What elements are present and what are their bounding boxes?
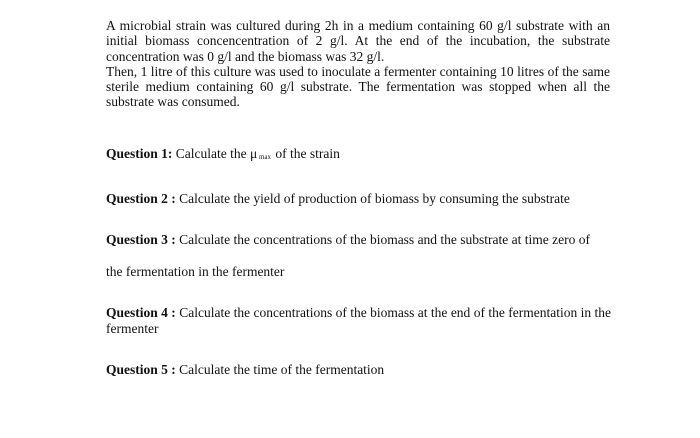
question-3-continuation: the fermentation in the fermenter	[106, 264, 285, 279]
mu-symbol: μ	[249, 146, 258, 161]
problem-statement	[106, 18, 610, 110]
question-4-text: Calculate the concentrations of the biomass at the end of the fermentation in the fermenter	[106, 305, 612, 336]
question-2	[106, 191, 611, 207]
question-5-label: Question 5 :	[106, 362, 176, 377]
question-3-text: Calculate the concentrations of the biomass and the substrate at time zero of	[179, 232, 591, 247]
question-1-text-before: Calculate the	[175, 146, 247, 161]
question-1-text-after: of the strain	[275, 146, 340, 161]
question-3	[106, 232, 611, 248]
question-5-text: Calculate the time of the fermentation	[179, 362, 385, 377]
question-5	[106, 362, 611, 378]
intro-paragraph-2: Then, 1 litre of this culture was used to inoculate a fermenter containing 10 litres of the same sterile medium containing 60 g/l substrate. The fermentation was stopped when all the substrate was consumed.	[106, 63, 610, 110]
question-1	[106, 146, 611, 162]
intro-paragraph-1: A microbial strain was cultured during 2h in a medium containing 60 g/l substrate with an initial biomass concencentration of 2 g/l. At the end of the incubation, the substrate concentration was 0 g/l and the biomass was 32 g/l.	[106, 18, 610, 64]
question-1-label: Question 1:	[106, 146, 173, 161]
question-4	[106, 305, 611, 337]
mu-subscript: max	[258, 153, 272, 161]
question-2-text: Calculate the yield of production of biomass by consuming the substrate	[179, 191, 570, 206]
mu-max-symbol	[250, 146, 272, 162]
question-3-label: Question 3 :	[106, 232, 176, 247]
question-4-label: Question 4 :	[106, 305, 176, 320]
question-2-label: Question 2 :	[106, 191, 176, 206]
